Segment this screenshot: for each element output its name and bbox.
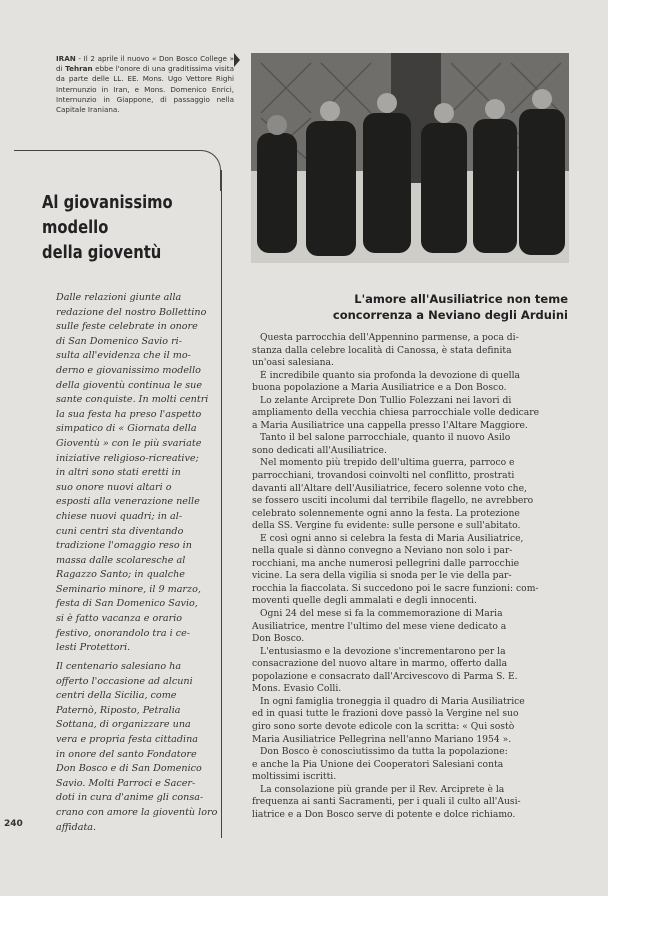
text-line: festivo, onorandolo tra i ce- <box>56 627 191 639</box>
text-line: centri della Sicilia, come <box>56 690 177 702</box>
text-line: sante conquiste. In molti centri <box>56 394 209 406</box>
photo-caption <box>56 54 234 115</box>
text-line: simpatico di « Giornata della <box>56 423 197 435</box>
text-line: in altri sono stati eretti in <box>56 467 181 479</box>
article-line: rocchia la fiaccolata. Si succedono poi le sacre funzioni: com- <box>252 582 539 594</box>
headline-line: modello <box>42 217 109 238</box>
article-line: della SS. Vergine fu evidente: sulle persone e sull'abitato. <box>252 520 521 532</box>
article-line: Mons. Evasio Colli. <box>252 683 342 695</box>
text-line: festa di San Domenico Savio, <box>56 598 198 610</box>
text-line: esposti alla venerazione nelle <box>56 496 200 508</box>
article-line: un'oasi salesiana. <box>252 357 334 369</box>
text-line: iniziative religioso-ricreative; <box>56 452 199 464</box>
group-photo <box>251 53 569 263</box>
text-line: redazione del nostro Bollettino <box>56 306 207 318</box>
text-line: suo onore nuovi altari o <box>56 481 172 493</box>
article-line: moltissimi iscritti. <box>252 771 337 783</box>
text-line: chiese nuovi quadri; in al- <box>56 510 183 522</box>
article-line: Nel momento più trepido dell'ultima guerra, parroco e <box>260 457 515 469</box>
article-title-line: concorrenza a Neviano degli Arduini <box>332 308 568 322</box>
text-line: Sottana, di organizzare una <box>56 719 191 731</box>
text-line: Ragazzo Santo; in qualche <box>56 569 185 581</box>
article-line: Don Bosco. <box>252 633 305 645</box>
article-line: giro sono sorte devote edicole con la scritta: « Qui sostò <box>252 720 515 732</box>
caption-text-2: ebbe l'onore di una graditissima visita da parte delle LL. EE. Mons. Ugo Vettore Righi Internunzio in Iran, e Mons. Domenico Enrici, Internunzio in Giappone, di passaggio nella Capitale Iraniana. <box>56 64 234 115</box>
article-title <box>262 291 568 323</box>
article-line: a Maria Ausiliatrice una cappella presso l'Altare Maggiore. <box>252 419 528 431</box>
article-line: liatrice e a Don Bosco serve di potente e dolce richiamo. <box>252 808 516 820</box>
text-line: di San Domenico Savio ri- <box>56 335 182 347</box>
article-line: ampliamento della vecchia chiesa parrocchiale volle dedicare <box>252 407 540 419</box>
sidebar-paragraph-2 <box>56 660 218 835</box>
headline-line: della gioventù <box>42 242 162 263</box>
caption-arrow-icon <box>234 53 240 67</box>
article-line: popolazione e consacrato dall'Arcivescovo di Parma S. E. <box>252 670 518 682</box>
article-line: Questa parrocchia dell'Appennino parmense, a poca di- <box>260 332 519 343</box>
article-line: Tanto il bel salone parrocchiale, quanto il nuovo Asilo <box>260 432 511 444</box>
article-line: Ogni 24 del mese si fa la commemorazione di Maria <box>260 608 503 620</box>
article-body <box>252 332 568 821</box>
text-line: Paternò, Riposto, Petralia <box>56 704 181 716</box>
article-line: rocchiani, ma anche numerosi pellegrini dalle parrocchie <box>252 557 520 569</box>
article-line: ed in quasi tutte le frazioni dove passò la Vergine nel suo <box>252 708 519 720</box>
article-line: E così ogni anno si celebra la festa di Maria Ausiliatrice, <box>260 532 524 544</box>
text-line: si è fatto vacanza e orario <box>56 613 183 625</box>
text-line: Seminario minore, il 9 marzo, <box>56 583 201 595</box>
article-line: celebrato solennemente ogni anno la festa. La protezione <box>252 507 520 519</box>
article-line: moventi quelle degli ammalati e degli innocenti. <box>252 595 477 607</box>
article-line: La consolazione più grande per il Rev. Arciprete è la <box>260 783 505 795</box>
article-line: se fossero usciti incolumi dal terribile flagello, ne avrebbero <box>252 495 534 507</box>
article-line: frequenza ai santi Sacramenti, per i quali il culto all'Ausi- <box>252 796 521 808</box>
text-line: in onore del santo Fondatore <box>56 748 197 760</box>
headline-line: Al giovanissimo <box>42 192 173 213</box>
text-line: sulle feste celebrate in onore <box>56 321 198 333</box>
sidebar-frame-curve <box>14 150 221 191</box>
sidebar-paragraph-1 <box>56 291 209 656</box>
article-line: L'entusiasmo e la devozione s'incrementarono per la <box>260 645 506 657</box>
article-line: Lo zelante Arciprete Don Tullio Folezzani nei lavori di <box>260 394 512 406</box>
article-line: stanza dalla celebre località di Canossa, è stata definita <box>252 344 512 356</box>
sidebar-headline <box>42 190 181 265</box>
article-line: consacrazione del nuovo altare in marmo, offerto dalla <box>252 658 508 670</box>
page-number: 240 <box>4 819 23 829</box>
caption-country: IRAN <box>56 54 76 63</box>
sidebar-divider <box>221 170 222 838</box>
article-line: sono dedicati all'Ausiliatrice. <box>252 444 387 456</box>
text-line: tradizione l'omaggio reso in <box>56 540 192 552</box>
text-line: Dalle relazioni giunte alla <box>56 292 182 303</box>
text-line: la sua festa ha preso l'aspetto <box>56 408 202 420</box>
text-line: cuni centri sta diventando <box>56 525 184 537</box>
article-line: davanti all'Altare dell'Ausiliatrice, fecero solenne voto che, <box>252 482 527 494</box>
caption-text-1: - Il 2 aprile il nuovo « Don Bosco College » di <box>56 54 234 74</box>
article-line: buona popolazione a Maria Ausiliatrice e a Don Bosco. <box>252 382 507 394</box>
text-line: vera e propria festa cittadina <box>56 733 199 745</box>
article-line: vicine. La sera della vigilia si snoda per le vie della par- <box>252 570 512 582</box>
text-line: della gioventù continua le sue <box>56 379 203 391</box>
article-line: e anche la Pia Unione dei Cooperatori Salesiani conta <box>252 758 504 770</box>
text-line: sulta all'evidenza che il mo- <box>56 350 191 362</box>
text-line: Gioventù » con le più svariate <box>56 437 202 449</box>
text-line: lesti Protettori. <box>56 642 131 654</box>
article-line: Maria Ausiliatrice Pellegrina nell'anno Mariano 1954 ». <box>252 733 512 745</box>
text-line: crano con amore la gioventù loro <box>56 806 218 818</box>
text-line: derno e giovanissimo modello <box>56 364 201 376</box>
text-line: doti in cura d'anime gli consa- <box>56 792 204 804</box>
text-line: Don Bosco e di San Domenico <box>56 763 202 775</box>
article-line: Ausiliatrice, mentre l'ultimo del mese viene dedicato a <box>252 620 507 632</box>
text-line: massa dalle scolaresche al <box>56 554 186 566</box>
article-line: parrocchiani, trovandosi coinvolti nel conflitto, prostrati <box>252 470 515 482</box>
text-line: offerto l'occasione ad alcuni <box>56 675 193 687</box>
article-line: In ogni famiglia troneggia il quadro di Maria Ausiliatrice <box>260 695 525 707</box>
text-line: affidata. <box>56 821 97 833</box>
article-line: Don Bosco è conosciutissimo da tutta la popolazione: <box>260 746 508 758</box>
article-title-line: L'amore all'Ausiliatrice non teme <box>354 292 568 306</box>
article-line: nella quale si dànno convegno a Neviano non solo i par- <box>252 545 513 557</box>
text-line: Savio. Molti Parroci e Sacer- <box>56 777 196 789</box>
caption-city: Tehran <box>65 64 93 74</box>
article-line: È incredibile quanto sia profonda la devozione di quella <box>260 369 521 381</box>
text-line: Il centenario salesiano ha <box>56 661 182 672</box>
